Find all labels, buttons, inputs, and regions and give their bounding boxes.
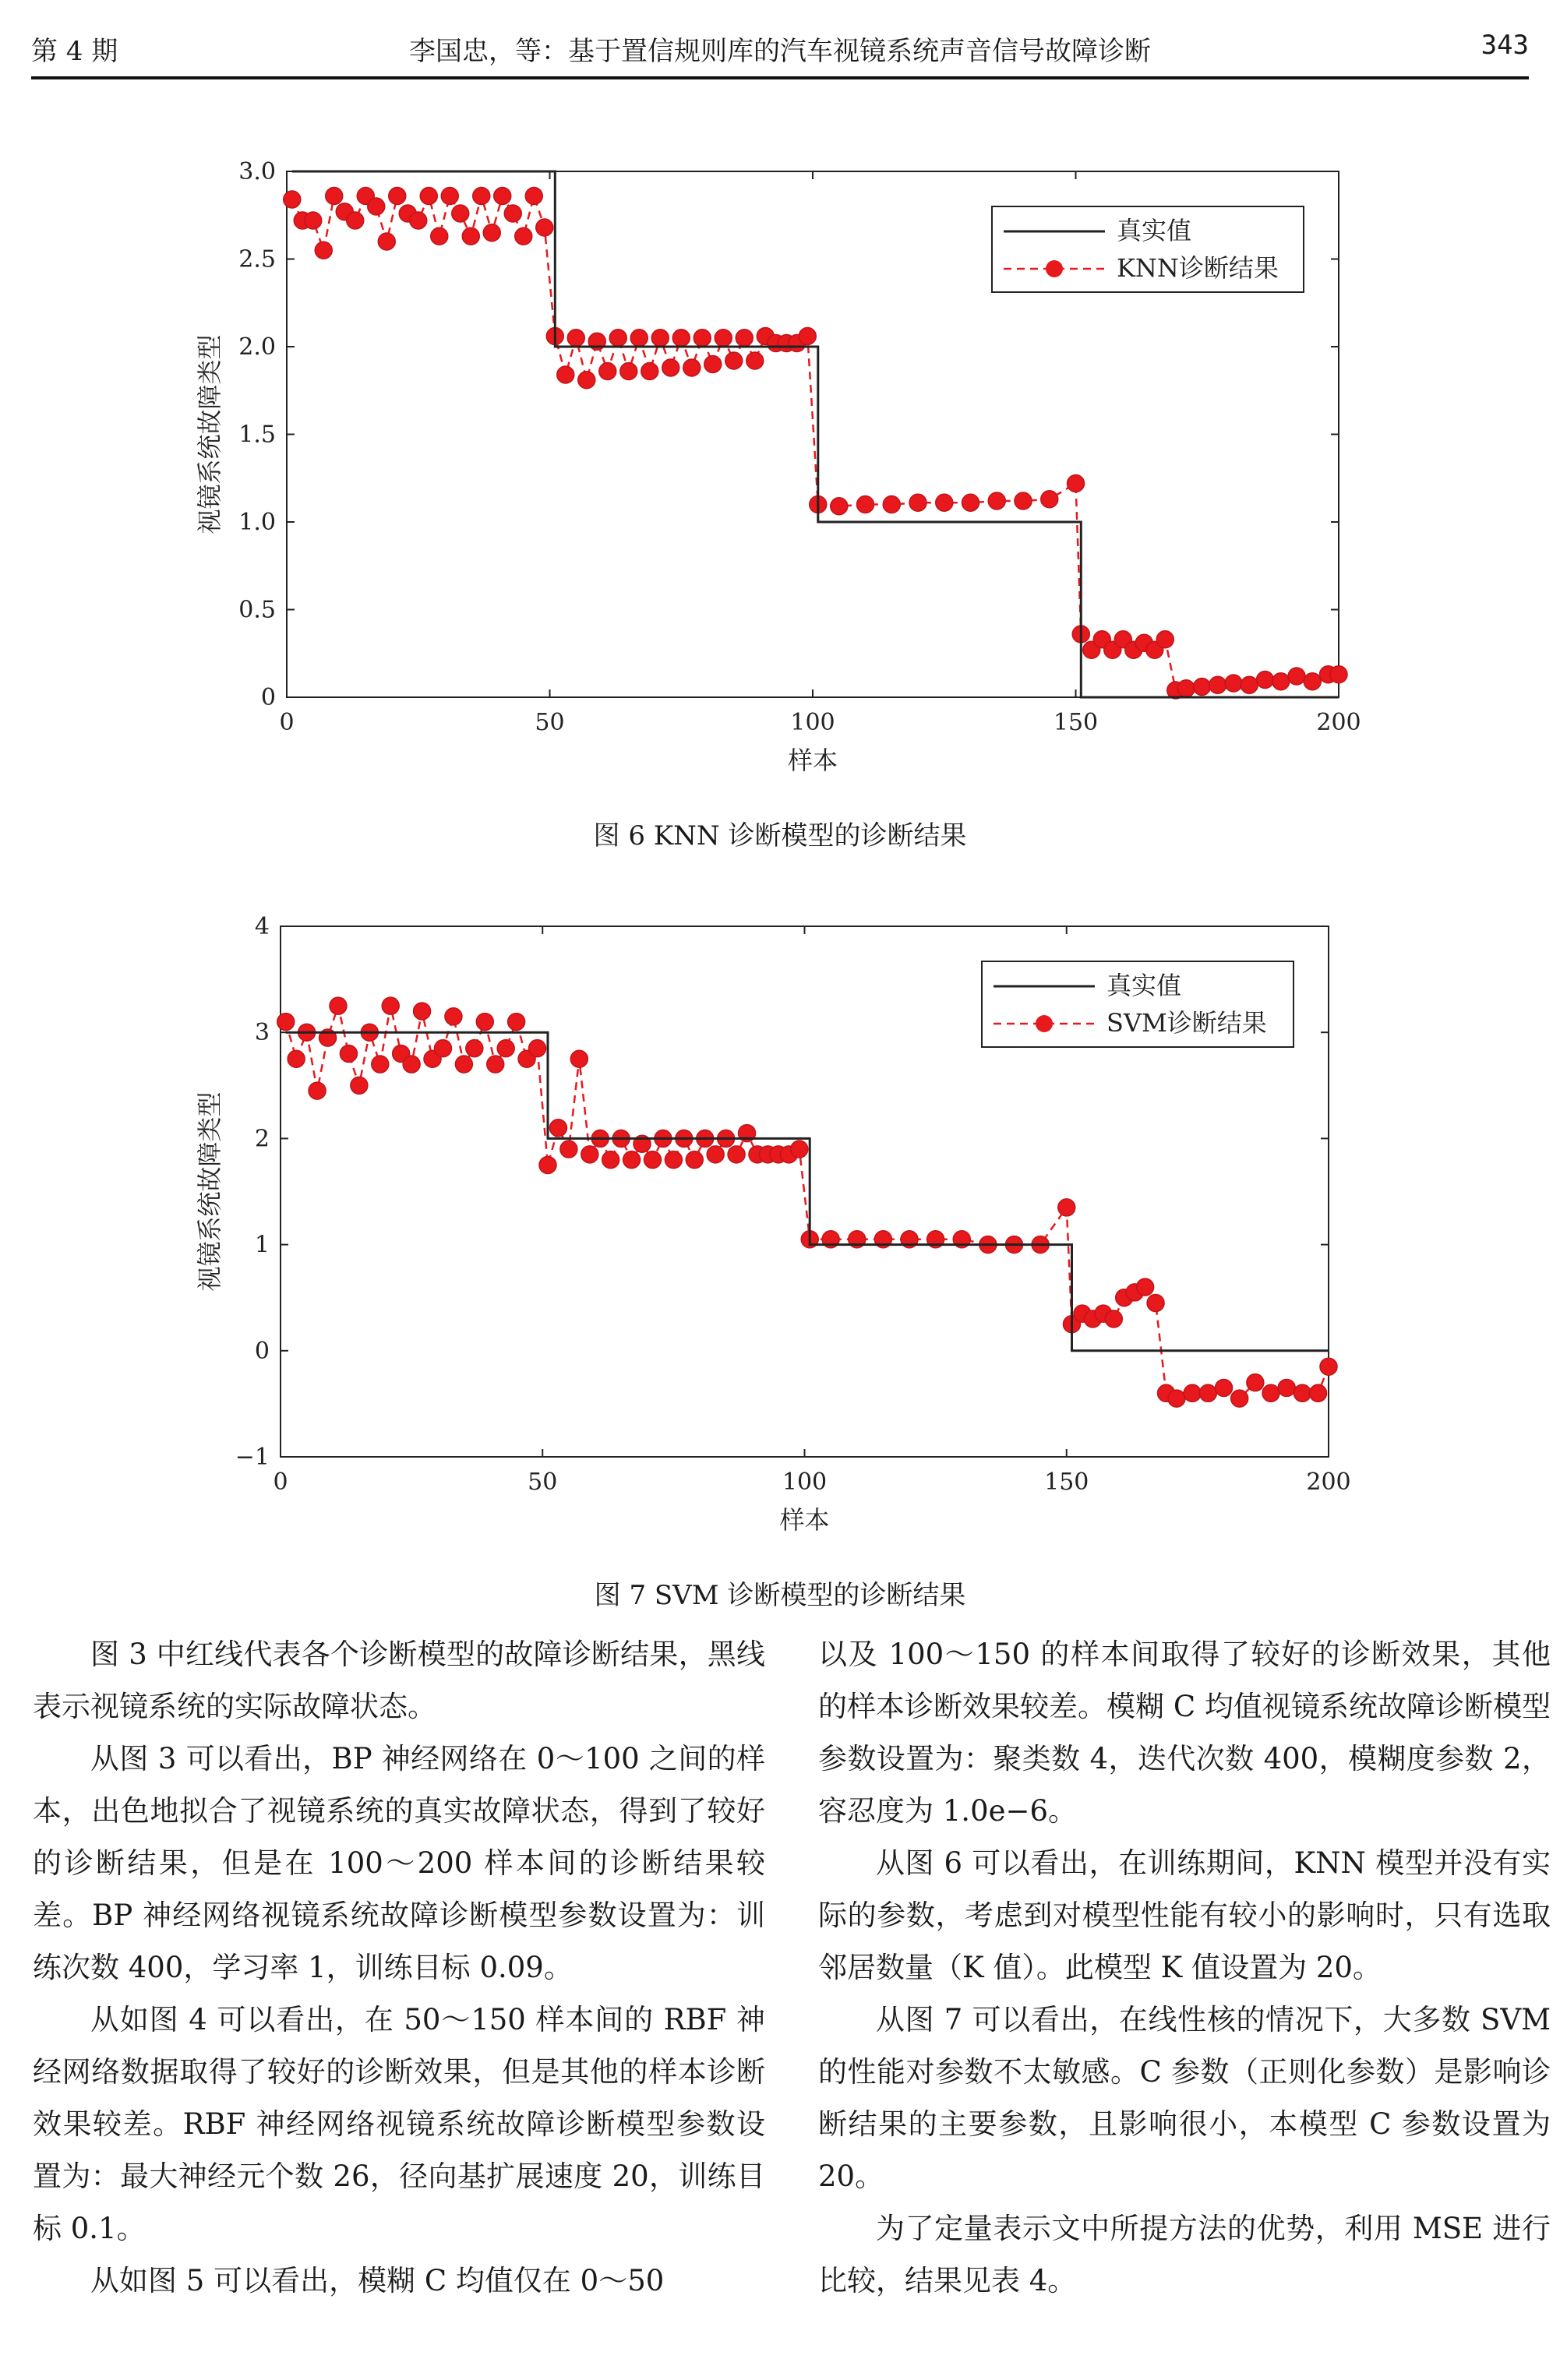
prediction-point xyxy=(567,330,584,347)
y-tick-label: −1 xyxy=(235,1444,270,1471)
prediction-point xyxy=(1015,492,1032,509)
y-tick-label: 4 xyxy=(254,915,270,940)
prediction-point xyxy=(791,1141,808,1158)
prediction-point xyxy=(466,1040,483,1057)
prediction-point xyxy=(1137,1278,1154,1296)
prediction-point xyxy=(883,496,900,513)
prediction-point xyxy=(445,1008,462,1025)
prediction-point xyxy=(620,363,637,380)
prediction-point xyxy=(1058,1199,1075,1216)
prediction-point xyxy=(1168,1390,1185,1407)
prediction-point xyxy=(1304,673,1321,690)
x-tick-label: 0 xyxy=(279,709,295,736)
prediction-point xyxy=(1262,1384,1279,1402)
prediction-point xyxy=(602,1151,619,1169)
page-number: 343 xyxy=(1481,30,1529,61)
running-title: 李国忠，等：基于置信规则库的汽车视镜系统声音信号故障诊断 xyxy=(409,36,1151,67)
prediction-point xyxy=(389,188,406,205)
y-tick-label: 0 xyxy=(260,684,276,711)
prediction-point xyxy=(936,494,953,511)
legend-truth-label: 真实值 xyxy=(1106,971,1182,1000)
prediction-point xyxy=(651,330,669,347)
prediction-point xyxy=(529,1040,546,1057)
x-tick-label: 200 xyxy=(1306,1469,1351,1496)
prediction-point xyxy=(372,1056,389,1073)
x-tick-label: 200 xyxy=(1316,709,1361,736)
page-header xyxy=(31,23,1529,70)
prediction-point xyxy=(441,188,458,205)
body-paragraph: 从如图 5 可以看出，模糊 C 均值仅在 0～50 xyxy=(90,2264,665,2297)
prediction-point xyxy=(686,1151,703,1169)
y-axis-label: 视镜系统故障类型 xyxy=(195,1091,224,1292)
prediction-point xyxy=(378,233,395,250)
y-tick-label: 2.0 xyxy=(238,333,276,361)
right-column xyxy=(818,1628,1551,2307)
prediction-point xyxy=(351,1077,368,1094)
prediction-point xyxy=(662,359,679,376)
prediction-point xyxy=(1199,1384,1216,1402)
prediction-point xyxy=(431,227,448,245)
prediction-point xyxy=(746,352,764,369)
prediction-point xyxy=(284,191,301,208)
y-tick-label: 0 xyxy=(254,1337,270,1365)
prediction-point xyxy=(557,366,574,383)
prediction-point xyxy=(368,198,385,215)
x-tick-label: 150 xyxy=(1053,709,1099,736)
legend-prediction-marker xyxy=(1046,260,1063,277)
prediction-point xyxy=(1225,675,1242,692)
left-column xyxy=(33,1628,765,2307)
prediction-point xyxy=(715,330,732,347)
issue-number: 第 4 期 xyxy=(31,36,118,67)
prediction-point xyxy=(988,492,1005,509)
prediction-point xyxy=(644,1151,661,1169)
prediction-point xyxy=(1068,475,1085,492)
y-tick-label: 2.5 xyxy=(238,245,276,273)
prediction-point xyxy=(525,188,542,205)
prediction-point xyxy=(309,1082,326,1099)
prediction-point xyxy=(1320,1358,1337,1375)
figure-7-caption: 图 7 SVM 诊断模型的诊断结果 xyxy=(594,1580,966,1611)
prediction-point xyxy=(1272,673,1290,690)
prediction-point xyxy=(1156,631,1174,648)
figure-knn-chart xyxy=(0,156,1560,810)
y-tick-label: 3 xyxy=(254,1019,270,1047)
legend-prediction-label: SVM诊断结果 xyxy=(1106,1008,1267,1038)
prediction-point xyxy=(549,1119,566,1137)
prediction-point xyxy=(476,1014,493,1031)
legend-truth-label: 真实值 xyxy=(1117,216,1192,245)
prediction-point xyxy=(347,212,364,229)
prediction-point xyxy=(288,1050,305,1067)
prediction-point xyxy=(609,330,626,347)
prediction-point xyxy=(623,1151,641,1169)
y-axis-label: 视镜系统故障类型 xyxy=(195,334,224,534)
prediction-point xyxy=(539,1156,556,1173)
prediction-point xyxy=(494,188,511,205)
prediction-point xyxy=(1194,679,1211,696)
body-paragraph: 从图 6 可以看出，在训练期间，KNN 模型并没有实际的参数，考虑到对模型性能有较小的影响时，只有选取邻居数量（K 值）。此模型 K 值设置为 20。 xyxy=(818,1846,1551,1984)
prediction-point xyxy=(434,1040,451,1057)
prediction-point xyxy=(330,997,347,1014)
prediction-point xyxy=(578,372,595,389)
knn-chart-svg xyxy=(0,156,1560,810)
prediction-point xyxy=(1105,1310,1122,1328)
prediction-point xyxy=(483,224,500,242)
prediction-point xyxy=(1330,666,1347,683)
x-tick-label: 0 xyxy=(273,1469,288,1496)
prediction-point xyxy=(414,1003,431,1020)
y-tick-label: 1.5 xyxy=(238,421,276,449)
prediction-point xyxy=(1310,1384,1327,1402)
prediction-point xyxy=(515,227,532,245)
prediction-point xyxy=(728,1146,745,1163)
prediction-point xyxy=(452,205,469,222)
y-tick-label: 3.0 xyxy=(238,158,276,185)
prediction-point xyxy=(694,330,711,347)
x-axis-label: 样本 xyxy=(779,1505,830,1535)
prediction-point xyxy=(504,205,521,222)
prediction-point xyxy=(1288,668,1305,685)
prediction-point xyxy=(277,1014,295,1031)
prediction-point xyxy=(455,1056,472,1073)
prediction-point xyxy=(857,496,874,513)
prediction-point xyxy=(508,1014,525,1031)
prediction-point xyxy=(725,352,743,369)
prediction-series-line xyxy=(286,1006,1329,1398)
prediction-point xyxy=(1147,1295,1164,1312)
prediction-point xyxy=(736,330,753,347)
body-paragraph: 从图 7 可以看出，在线性核的情况下，大多数 SVM 的性能对参数不太敏感。C 参数（正则化参数）是影响诊断结果的主要参数，且影响很小，本模型 C 参数设置为 20。 xyxy=(818,2003,1551,2193)
prediction-point xyxy=(1209,676,1226,693)
prediction-point xyxy=(704,356,722,373)
y-tick-label: 1 xyxy=(254,1231,270,1259)
prediction-point xyxy=(382,997,399,1014)
x-tick-label: 50 xyxy=(528,1469,558,1496)
body-paragraph: 为了定量表示文中所提方法的优势，利用 MSE 进行比较，结果见表 4。 xyxy=(818,2212,1551,2297)
prediction-point xyxy=(315,242,332,259)
y-tick-label: 2 xyxy=(254,1125,270,1153)
legend-prediction-marker xyxy=(1036,1015,1053,1032)
ground-truth-series-line xyxy=(286,1032,1329,1351)
prediction-point xyxy=(831,498,848,515)
x-tick-label: 150 xyxy=(1044,1469,1089,1496)
header-rule xyxy=(31,76,1529,79)
prediction-point xyxy=(1294,1384,1311,1402)
prediction-point xyxy=(672,330,690,347)
prediction-point xyxy=(570,1050,588,1067)
prediction-point xyxy=(403,1056,420,1073)
prediction-point xyxy=(1231,1390,1248,1407)
x-tick-label: 50 xyxy=(535,709,565,736)
body-paragraph: 以及 100～150 的样本间取得了较好的诊断效果，其他的样本诊断效果较差。模糊 C 均值视镜系统故障诊断模型参数设置为：聚类数 4，迭代次数 400，模糊度参数 2，容忍度为 1.0e−6。 xyxy=(818,1638,1551,1828)
prediction-point xyxy=(420,188,437,205)
prediction-point xyxy=(909,494,926,511)
prediction-point xyxy=(536,219,553,236)
prediction-point xyxy=(665,1151,682,1169)
prediction-point xyxy=(1184,1384,1201,1402)
x-tick-label: 100 xyxy=(790,709,835,736)
figure-6-caption: 图 6 KNN 诊断模型的诊断结果 xyxy=(593,820,967,852)
prediction-point xyxy=(462,227,479,245)
prediction-point xyxy=(326,188,343,205)
figure-svm-chart xyxy=(0,915,1560,1570)
body-paragraph: 图 3 中红线代表各个诊断模型的故障诊断结果，黑线表示视镜系统的实际故障状态。 xyxy=(33,1638,765,1723)
prediction-point xyxy=(473,188,490,205)
prediction-point xyxy=(1216,1379,1233,1396)
svm-chart-svg xyxy=(0,915,1560,1570)
legend-prediction-label: KNN诊断结果 xyxy=(1117,253,1279,283)
body-paragraph: 从如图 4 可以看出，在 50～150 样本间的 RBF 神经网络数据取得了较好的诊断效果，但是其他的样本诊断效果较差。RBF 神经网络视镜系统故障诊断模型参数设置为：最大神经元个数 26，径向基扩展速度 20，训练目标 0.1。 xyxy=(33,2003,765,2245)
prediction-point xyxy=(599,363,616,380)
prediction-point xyxy=(799,328,816,345)
body-paragraph: 从图 3 可以看出，BP 神经网络在 0～100 之间的样本，出色地拟合了视镜系统的真实故障状态，得到了较好的诊断结果，但是在 100～200 样本间的诊断结果较差。BP 神经网络视镜系统故障诊断模型参数设置为：训练次数 400，学习率 1，训练目标 0.09。 xyxy=(33,1742,765,1984)
prediction-point xyxy=(497,1040,514,1057)
prediction-point xyxy=(1241,676,1258,693)
prediction-point xyxy=(1257,672,1274,689)
prediction-point xyxy=(305,212,322,229)
prediction-point xyxy=(1247,1374,1264,1391)
x-tick-label: 100 xyxy=(782,1469,828,1496)
prediction-point xyxy=(630,330,648,347)
prediction-point xyxy=(683,359,701,376)
y-tick-label: 0.5 xyxy=(238,596,276,624)
prediction-point xyxy=(340,1045,357,1062)
prediction-point xyxy=(962,494,979,511)
prediction-point xyxy=(410,212,427,229)
prediction-point xyxy=(707,1146,724,1163)
prediction-point xyxy=(581,1146,598,1163)
prediction-point xyxy=(1177,680,1195,697)
prediction-point xyxy=(641,363,658,380)
prediction-point xyxy=(560,1141,577,1158)
prediction-point xyxy=(487,1056,504,1073)
x-axis-label: 样本 xyxy=(787,746,838,775)
prediction-point xyxy=(1041,491,1058,508)
y-tick-label: 1.0 xyxy=(238,509,276,536)
prediction-point xyxy=(1278,1379,1295,1396)
